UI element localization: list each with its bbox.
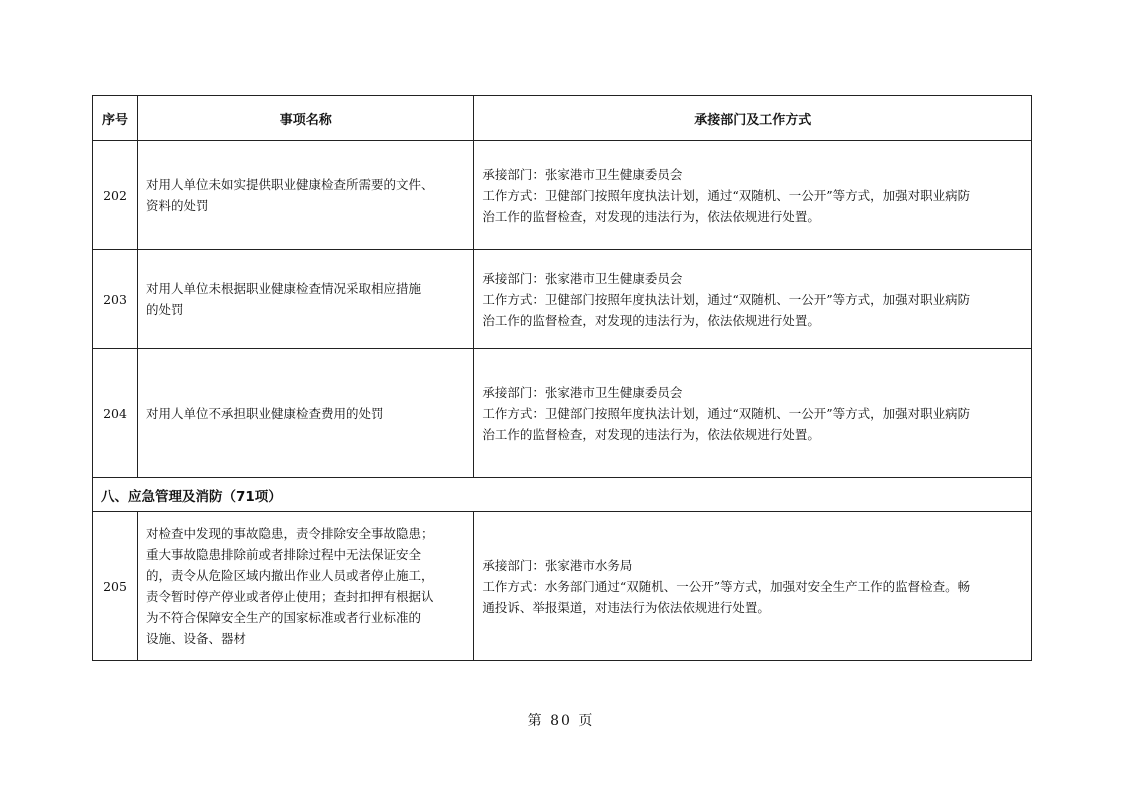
item-name-line: 对用人单位未如实提供职业健康检查所需要的文件、 — [146, 177, 434, 192]
page-number: 第 80 页 — [527, 713, 595, 729]
items-table — [92, 95, 1032, 661]
table-row — [93, 250, 1032, 349]
method-line: 治工作的监督检查，对发现的违法行为，依法依规进行处置。 — [482, 426, 820, 442]
department-line: 承接部门：张家港市卫生健康委员会 — [482, 384, 683, 400]
item-name — [138, 250, 474, 349]
item-name-line: 设施、设备、器材 — [146, 631, 247, 646]
method-line: 治工作的监督检查，对发现的违法行为，依法依规进行处置。 — [482, 208, 820, 224]
table-row — [93, 349, 1032, 478]
method-line: 工作方式：卫健部门按照年度执法计划，通过“双随机、一公开”等方式，加强对职业病防 — [482, 187, 971, 203]
row-number: 204 — [93, 349, 138, 478]
department-line: 承接部门：张家港市卫生健康委员会 — [482, 166, 683, 182]
row-number: 202 — [93, 141, 138, 250]
item-name-line: 对用人单位未根据职业健康检查情况采取相应措施 — [146, 281, 422, 296]
method-line: 工作方式：卫健部门按照年度执法计划，通过“双随机、一公开”等方式，加强对职业病防 — [482, 405, 971, 421]
section-row — [93, 478, 1032, 512]
department-line: 承接部门：张家港市卫生健康委员会 — [482, 270, 683, 286]
method-line: 工作方式：卫健部门按照年度执法计划，通过“双随机、一公开”等方式，加强对职业病防 — [482, 291, 971, 307]
header-department-method: 承接部门及工作方式 — [474, 96, 1032, 141]
department-method — [474, 512, 1032, 661]
method-line: 治工作的监督检查，对发现的违法行为，依法依规进行处置。 — [482, 312, 820, 328]
row-number: 203 — [93, 250, 138, 349]
table-header-row — [93, 96, 1032, 141]
row-number: 205 — [93, 512, 138, 661]
item-name-line: 为不符合保障安全生产的国家标准或者行业标准的 — [146, 610, 422, 625]
header-serial-number: 序号 — [93, 96, 138, 141]
item-name-line: 的处罚 — [146, 302, 184, 317]
method-line: 通投诉、举报渠道，对违法行为依法依规进行处置。 — [482, 599, 770, 615]
item-name-line: 责令暂时停产停业或者停止使用；查封扣押有根据认 — [146, 589, 434, 604]
item-name-line: 资料的处罚 — [146, 198, 209, 213]
item-name-line: 的，责令从危险区域内撤出作业人员或者停止施工， — [146, 568, 434, 583]
item-name-line: 对用人单位不承担职业健康检查费用的处罚 — [146, 405, 384, 421]
section-title: 八、应急管理及消防（71项） — [93, 478, 1032, 512]
department-line: 承接部门：张家港市水务局 — [482, 557, 633, 573]
item-name — [138, 512, 474, 661]
item-name — [138, 349, 474, 478]
item-name-line: 重大事故隐患排除前或者排除过程中无法保证安全 — [146, 547, 422, 562]
item-name — [138, 141, 474, 250]
header-item-name: 事项名称 — [138, 96, 474, 141]
table-row — [93, 141, 1032, 250]
department-method — [474, 141, 1032, 250]
department-method — [474, 349, 1032, 478]
item-name-line: 对检查中发现的事故隐患，责令排除安全事故隐患； — [146, 526, 434, 541]
table-row — [93, 512, 1032, 661]
department-method — [474, 250, 1032, 349]
method-line: 工作方式：水务部门通过“双随机、一公开”等方式，加强对安全生产工作的监督检查。畅 — [482, 578, 971, 594]
